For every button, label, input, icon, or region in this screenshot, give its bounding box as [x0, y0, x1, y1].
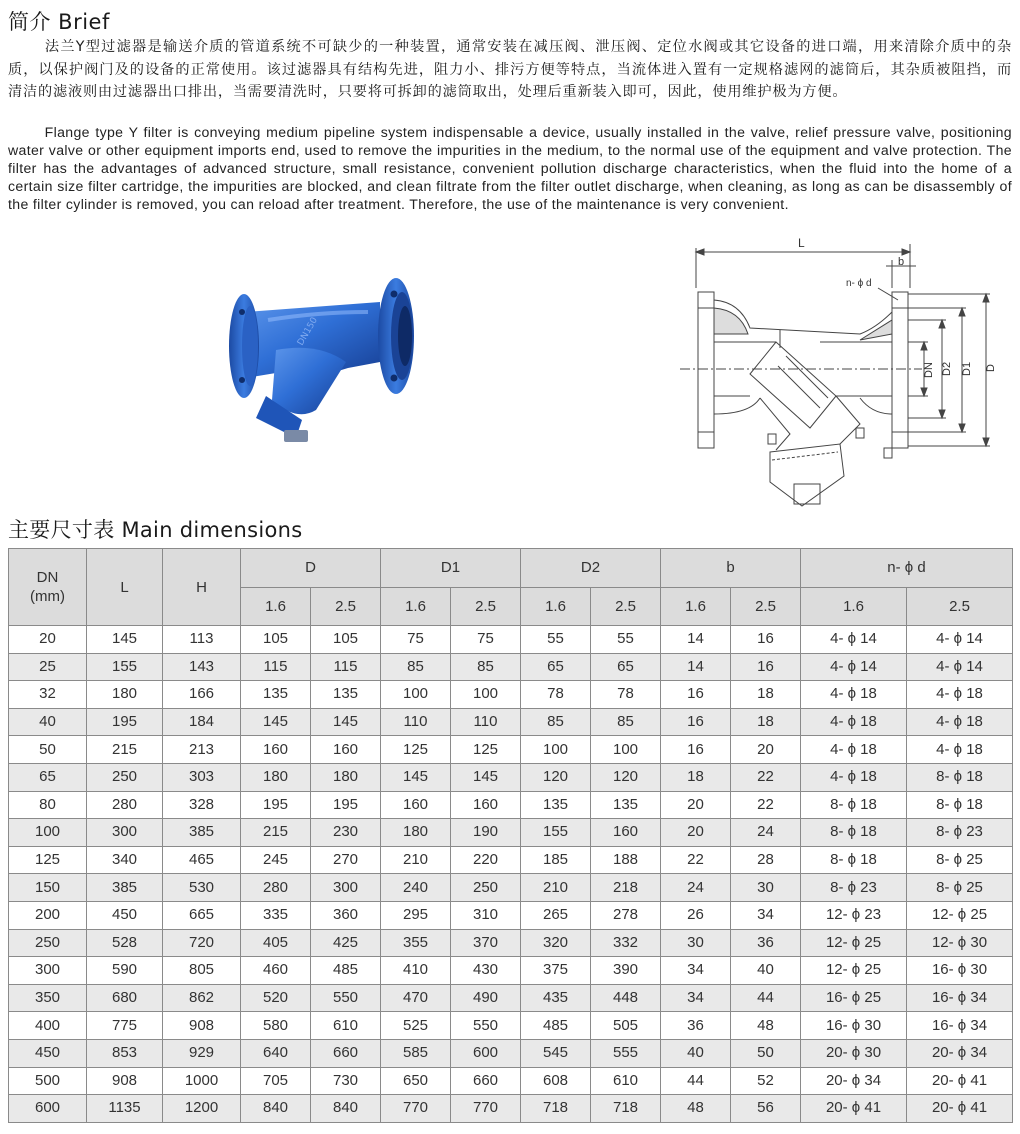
table-cell: 355	[381, 929, 451, 957]
table-cell: 303	[163, 763, 241, 791]
table-cell: 16- ϕ 34	[907, 984, 1013, 1012]
table-cell: 390	[591, 957, 661, 985]
table-cell: 20	[9, 626, 87, 654]
table-cell: 580	[241, 1012, 311, 1040]
table-cell: 65	[521, 653, 591, 681]
header-dn-label: DN	[36, 569, 59, 586]
table-cell: 155	[87, 653, 163, 681]
table-cell: 18	[731, 681, 801, 709]
table-cell: 278	[591, 901, 661, 929]
table-cell: 110	[451, 708, 521, 736]
table-cell: 135	[241, 681, 311, 709]
table-cell: 8- ϕ 18	[801, 791, 907, 819]
table-cell: 640	[241, 1039, 311, 1067]
table-cell: 160	[381, 791, 451, 819]
table-cell: 240	[381, 874, 451, 902]
table-cell: 4- ϕ 18	[801, 708, 907, 736]
table-cell: 100	[521, 736, 591, 764]
table-cell: 460	[241, 957, 311, 985]
table-cell: 775	[87, 1012, 163, 1040]
table-cell: 65	[9, 763, 87, 791]
table-cell: 230	[311, 819, 381, 847]
table-cell: 360	[311, 901, 381, 929]
table-cell: 450	[9, 1039, 87, 1067]
table-cell: 215	[87, 736, 163, 764]
table-cell: 4- ϕ 14	[907, 653, 1013, 681]
table-cell: 505	[591, 1012, 661, 1040]
table-cell: 375	[521, 957, 591, 985]
table-body	[9, 626, 1013, 1123]
table-cell: 20- ϕ 30	[801, 1039, 907, 1067]
table-row	[9, 763, 1013, 791]
table-cell: 30	[661, 929, 731, 957]
table-cell: 155	[521, 819, 591, 847]
table-cell: 485	[521, 1012, 591, 1040]
table-cell: 210	[381, 846, 451, 874]
table-cell: 908	[163, 1012, 241, 1040]
table-cell: 50	[9, 736, 87, 764]
table-cell: 180	[311, 763, 381, 791]
table-cell: 34	[731, 901, 801, 929]
table-cell: 585	[381, 1039, 451, 1067]
header-pressure: 1.6	[801, 587, 907, 626]
table-cell: 125	[9, 846, 87, 874]
header-pressure: 1.6	[241, 587, 311, 626]
table-row	[9, 984, 1013, 1012]
table-cell: 425	[311, 929, 381, 957]
brief-text-zh: 法兰Y型过滤器是输送介质的管道系统不可缺少的一种装置，通常安装在减压阀、泄压阀、定位水阀或其它设备的进口端，用来清除介质中的杂质，以保护阀门及的设备的正常使用。该过滤器具有结构先进，阻力小、排污方便等特点，当流体进入置有一定规格滤网的滤筒后，其杂质被阻挡，而清洁的滤液则由过滤器出口排出，当需要清洗时，只要将可拆卸的滤筒取出，处理后重新装入即可，因此，使用维护极为方便。	[8, 39, 1012, 100]
table-cell: 280	[241, 874, 311, 902]
table-row	[9, 681, 1013, 709]
table-cell: 160	[311, 736, 381, 764]
table-cell: 250	[451, 874, 521, 902]
header-pressure: 1.6	[381, 587, 451, 626]
table-cell: 840	[311, 1095, 381, 1123]
header-dn	[9, 549, 87, 626]
table-cell: 195	[241, 791, 311, 819]
table-cell: 448	[591, 984, 661, 1012]
table-cell: 22	[661, 846, 731, 874]
table-cell: 34	[661, 957, 731, 985]
dimensions-table	[8, 548, 1013, 1123]
table-cell: 665	[163, 901, 241, 929]
table-cell: 335	[241, 901, 311, 929]
table-cell: 100	[9, 819, 87, 847]
table-cell: 385	[163, 819, 241, 847]
table-cell: 718	[521, 1095, 591, 1123]
table-cell: 20- ϕ 41	[907, 1095, 1013, 1123]
table-cell: 18	[661, 763, 731, 791]
table-cell: 145	[241, 708, 311, 736]
table-cell: 862	[163, 984, 241, 1012]
dimensions-title: 主要尺寸表 Main dimensions	[8, 518, 303, 542]
header-b: b	[661, 549, 801, 588]
table-cell: 545	[521, 1039, 591, 1067]
table-cell: 215	[241, 819, 311, 847]
table-cell: 85	[521, 708, 591, 736]
table-cell: 4- ϕ 14	[801, 653, 907, 681]
table-cell: 36	[661, 1012, 731, 1040]
table-cell: 680	[87, 984, 163, 1012]
table-cell: 600	[9, 1095, 87, 1123]
table-cell: 1000	[163, 1067, 241, 1095]
table-cell: 525	[381, 1012, 451, 1040]
table-cell: 160	[241, 736, 311, 764]
table-cell: 385	[87, 874, 163, 902]
table-row	[9, 929, 1013, 957]
table-row	[9, 1095, 1013, 1123]
table-cell: 184	[163, 708, 241, 736]
table-cell: 180	[241, 763, 311, 791]
table-cell: 188	[591, 846, 661, 874]
table-cell: 75	[451, 626, 521, 654]
table-cell: 180	[381, 819, 451, 847]
table-cell: 320	[521, 929, 591, 957]
table-cell: 40	[661, 1039, 731, 1067]
table-cell: 20	[731, 736, 801, 764]
table-cell: 24	[661, 874, 731, 902]
table-cell: 115	[241, 653, 311, 681]
table-cell: 195	[87, 708, 163, 736]
table-cell: 4- ϕ 18	[801, 763, 907, 791]
table-cell: 1200	[163, 1095, 241, 1123]
table-cell: 250	[87, 763, 163, 791]
table-cell: 36	[731, 929, 801, 957]
table-cell: 110	[381, 708, 451, 736]
table-cell: 145	[451, 763, 521, 791]
drawing-label-d2: D2	[941, 361, 953, 376]
table-cell: 270	[311, 846, 381, 874]
brief-title: 简介 Brief	[8, 10, 110, 34]
table-cell: 500	[9, 1067, 87, 1095]
table-cell: 16	[661, 681, 731, 709]
brief-text-en: Flange type Y filter is conveying medium pipeline system indispensable a device, usually installed in the valve, relief pressure valve, positioning water valve or other equipment imports end, used to remove the impurities in the medium, to the normal use of the equipment and valve protection. The filter has the advantages of advanced structure, small resistance, convenient pollution discharge characteristics, when the fluid into the home of a certain size filter cartridge, the impurities are blocked, and clean filtrate from the filter outlet discharge, when cleaning, as long as can be disassembly of the filter cylinder is removed, you can reload after treatment. Therefore, the use of the maintenance is very convenient.	[8, 124, 1012, 212]
table-cell: 908	[87, 1067, 163, 1095]
drawing-label-dn: DN	[923, 362, 935, 378]
table-cell: 125	[451, 736, 521, 764]
table-cell: 450	[87, 901, 163, 929]
table-cell: 14	[661, 626, 731, 654]
table-cell: 265	[521, 901, 591, 929]
table-row	[9, 901, 1013, 929]
table-cell: 4- ϕ 14	[801, 626, 907, 654]
table-row	[9, 626, 1013, 654]
table-cell: 40	[9, 708, 87, 736]
table-cell: 52	[731, 1067, 801, 1095]
table-cell: 590	[87, 957, 163, 985]
table-cell: 40	[731, 957, 801, 985]
table-cell: 135	[311, 681, 381, 709]
table-cell: 20- ϕ 34	[801, 1067, 907, 1095]
table-cell: 465	[163, 846, 241, 874]
header-l: L	[87, 549, 163, 626]
table-cell: 705	[241, 1067, 311, 1095]
table-cell: 610	[591, 1067, 661, 1095]
table-cell: 18	[731, 708, 801, 736]
table-cell: 328	[163, 791, 241, 819]
table-cell: 490	[451, 984, 521, 1012]
table-cell: 160	[451, 791, 521, 819]
table-cell: 435	[521, 984, 591, 1012]
table-cell: 310	[451, 901, 521, 929]
table-cell: 145	[87, 626, 163, 654]
table-cell: 16- ϕ 30	[801, 1012, 907, 1040]
table-cell: 608	[521, 1067, 591, 1095]
table-cell: 300	[311, 874, 381, 902]
table-cell: 1135	[87, 1095, 163, 1123]
table-cell: 22	[731, 791, 801, 819]
table-row	[9, 957, 1013, 985]
table-cell: 22	[731, 763, 801, 791]
table-cell: 720	[163, 929, 241, 957]
header-nd: n- ϕ d	[801, 549, 1013, 588]
table-cell: 50	[731, 1039, 801, 1067]
table-cell: 210	[521, 874, 591, 902]
table-cell: 853	[87, 1039, 163, 1067]
table-row	[9, 791, 1013, 819]
table-cell: 220	[451, 846, 521, 874]
table-cell: 55	[521, 626, 591, 654]
table-cell: 125	[381, 736, 451, 764]
drawing-label-nd: n- ϕ d	[846, 278, 872, 289]
table-cell: 145	[311, 708, 381, 736]
table-cell: 24	[731, 819, 801, 847]
table-cell: 48	[731, 1012, 801, 1040]
table-cell: 120	[591, 763, 661, 791]
table-cell: 135	[591, 791, 661, 819]
table-cell: 213	[163, 736, 241, 764]
table-cell: 4- ϕ 18	[907, 736, 1013, 764]
table-cell: 4- ϕ 18	[907, 681, 1013, 709]
table-cell: 100	[451, 681, 521, 709]
table-cell: 4- ϕ 18	[907, 708, 1013, 736]
table-cell: 185	[521, 846, 591, 874]
table-cell: 4- ϕ 14	[907, 626, 1013, 654]
table-row	[9, 874, 1013, 902]
table-cell: 8- ϕ 23	[907, 819, 1013, 847]
table-cell: 195	[311, 791, 381, 819]
table-cell: 100	[591, 736, 661, 764]
drawing-label-L: L	[798, 238, 805, 250]
table-cell: 20	[661, 791, 731, 819]
table-row	[9, 1067, 1013, 1095]
table-cell: 25	[9, 653, 87, 681]
table-cell: 8- ϕ 23	[801, 874, 907, 902]
table-cell: 75	[381, 626, 451, 654]
table-cell: 550	[311, 984, 381, 1012]
table-cell: 113	[163, 626, 241, 654]
table-cell: 200	[9, 901, 87, 929]
table-cell: 150	[9, 874, 87, 902]
table-cell: 85	[381, 653, 451, 681]
table-cell: 180	[87, 681, 163, 709]
table-cell: 8- ϕ 25	[907, 846, 1013, 874]
table-cell: 16	[661, 708, 731, 736]
table-cell: 65	[591, 653, 661, 681]
drawing-label-b: b	[898, 256, 905, 268]
table-cell: 44	[731, 984, 801, 1012]
table-cell: 30	[731, 874, 801, 902]
table-cell: 400	[9, 1012, 87, 1040]
table-cell: 190	[451, 819, 521, 847]
table-cell: 78	[591, 681, 661, 709]
header-pressure: 2.5	[591, 587, 661, 626]
header-pressure: 2.5	[907, 587, 1013, 626]
table-row	[9, 819, 1013, 847]
table-cell: 520	[241, 984, 311, 1012]
table-cell: 555	[591, 1039, 661, 1067]
header-d2: D2	[521, 549, 661, 588]
table-cell: 55	[591, 626, 661, 654]
table-cell: 300	[87, 819, 163, 847]
table-cell: 16	[661, 736, 731, 764]
table-row	[9, 653, 1013, 681]
header-pressure: 1.6	[661, 587, 731, 626]
table-cell: 14	[661, 653, 731, 681]
table-cell: 16- ϕ 25	[801, 984, 907, 1012]
header-d1: D1	[381, 549, 521, 588]
table-cell: 770	[381, 1095, 451, 1123]
table-cell: 528	[87, 929, 163, 957]
table-cell: 8- ϕ 18	[801, 819, 907, 847]
table-cell: 410	[381, 957, 451, 985]
table-cell: 530	[163, 874, 241, 902]
table-cell: 300	[9, 957, 87, 985]
table-row	[9, 736, 1013, 764]
table-header-row	[9, 549, 1013, 588]
table-cell: 78	[521, 681, 591, 709]
table-cell: 650	[381, 1067, 451, 1095]
table-cell: 135	[521, 791, 591, 819]
table-cell: 485	[311, 957, 381, 985]
table-cell: 840	[241, 1095, 311, 1123]
table-cell: 280	[87, 791, 163, 819]
table-cell: 16- ϕ 34	[907, 1012, 1013, 1040]
table-cell: 12- ϕ 23	[801, 901, 907, 929]
table-cell: 34	[661, 984, 731, 1012]
table-cell: 245	[241, 846, 311, 874]
table-cell: 105	[241, 626, 311, 654]
table-cell: 85	[591, 708, 661, 736]
table-cell: 660	[311, 1039, 381, 1067]
table-cell: 12- ϕ 25	[801, 957, 907, 985]
table-cell: 85	[451, 653, 521, 681]
table-row	[9, 1012, 1013, 1040]
table-cell: 8- ϕ 18	[907, 791, 1013, 819]
table-cell: 143	[163, 653, 241, 681]
table-cell: 12- ϕ 30	[907, 929, 1013, 957]
table-cell: 166	[163, 681, 241, 709]
header-h: H	[163, 549, 241, 626]
header-pressure: 2.5	[731, 587, 801, 626]
table-cell: 8- ϕ 18	[907, 763, 1013, 791]
table-cell: 8- ϕ 18	[801, 846, 907, 874]
table-row	[9, 846, 1013, 874]
table-cell: 80	[9, 791, 87, 819]
table-cell: 718	[591, 1095, 661, 1123]
drawing-label-d: D	[985, 364, 997, 372]
table-cell: 16- ϕ 30	[907, 957, 1013, 985]
casting-mark: DN150	[295, 315, 321, 348]
table-cell: 332	[591, 929, 661, 957]
table-cell: 160	[591, 819, 661, 847]
table-cell: 28	[731, 846, 801, 874]
table-cell: 20- ϕ 41	[801, 1095, 907, 1123]
table-cell: 56	[731, 1095, 801, 1123]
header-d: D	[241, 549, 381, 588]
header-pressure: 2.5	[451, 587, 521, 626]
table-cell: 370	[451, 929, 521, 957]
table-cell: 660	[451, 1067, 521, 1095]
table-cell: 100	[381, 681, 451, 709]
table-cell: 145	[381, 763, 451, 791]
table-cell: 340	[87, 846, 163, 874]
table-cell: 550	[451, 1012, 521, 1040]
table-cell: 805	[163, 957, 241, 985]
table-cell: 12- ϕ 25	[801, 929, 907, 957]
table-cell: 430	[451, 957, 521, 985]
table-cell: 44	[661, 1067, 731, 1095]
table-cell: 405	[241, 929, 311, 957]
table-cell: 12- ϕ 25	[907, 901, 1013, 929]
table-cell: 600	[451, 1039, 521, 1067]
table-cell: 16	[731, 653, 801, 681]
table-cell: 32	[9, 681, 87, 709]
table-row	[9, 708, 1013, 736]
header-pressure: 1.6	[521, 587, 591, 626]
table-cell: 250	[9, 929, 87, 957]
table-cell: 610	[311, 1012, 381, 1040]
table-cell: 218	[591, 874, 661, 902]
table-cell: 770	[451, 1095, 521, 1123]
table-cell: 16	[731, 626, 801, 654]
table-cell: 20	[661, 819, 731, 847]
table-row	[9, 1039, 1013, 1067]
table-cell: 20- ϕ 34	[907, 1039, 1013, 1067]
table-cell: 20- ϕ 41	[907, 1067, 1013, 1095]
table-cell: 4- ϕ 18	[801, 681, 907, 709]
table-cell: 350	[9, 984, 87, 1012]
y-filter-product-photo	[198, 250, 438, 460]
header-dn-unit: (mm)	[30, 588, 65, 605]
table-cell: 105	[311, 626, 381, 654]
table-cell: 295	[381, 901, 451, 929]
table-cell: 929	[163, 1039, 241, 1067]
header-pressure: 2.5	[311, 587, 381, 626]
table-cell: 48	[661, 1095, 731, 1123]
table-cell: 115	[311, 653, 381, 681]
table-cell: 8- ϕ 25	[907, 874, 1013, 902]
table-cell: 26	[661, 901, 731, 929]
table-cell: 4- ϕ 18	[801, 736, 907, 764]
table-cell: 120	[521, 763, 591, 791]
table-cell: 470	[381, 984, 451, 1012]
drawing-label-d1: D1	[961, 361, 973, 376]
table-cell: 730	[311, 1067, 381, 1095]
y-filter-technical-drawing	[660, 238, 1010, 528]
